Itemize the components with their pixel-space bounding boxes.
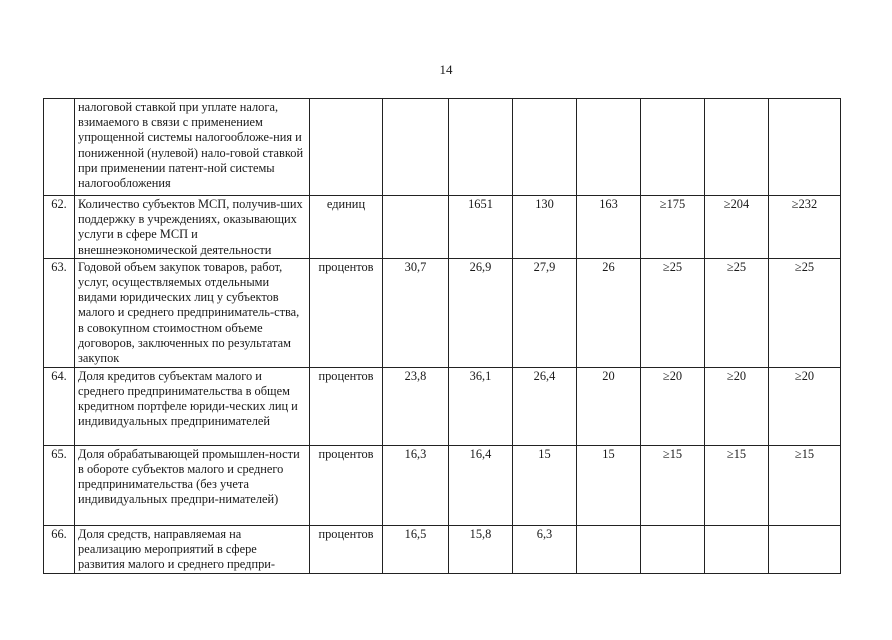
indicator-name: Доля средств, направляемая на реализацию мероприятий в сфере развития малого и среднего предпри- (75, 525, 310, 573)
row-number: 63. (44, 258, 75, 367)
row-number: 65. (44, 445, 75, 525)
unit-cell (310, 99, 383, 196)
value-cell: 20 (577, 367, 641, 445)
unit-cell: процентов (310, 367, 383, 445)
table-row (44, 196, 841, 259)
value-cell: 27,9 (513, 258, 577, 367)
value-cell: 15 (513, 445, 577, 525)
indicators-table (43, 98, 841, 574)
value-cell: ≥25 (641, 258, 705, 367)
indicator-name: Доля обрабатывающей промышлен-ности в обороте субъектов малого и среднего предпринимательства (без учета индивидуальных предпри-нимателей) (75, 445, 310, 525)
value-cell: ≥20 (769, 367, 841, 445)
table-row (44, 99, 841, 196)
unit-cell: процентов (310, 525, 383, 573)
value-cell: 15 (577, 445, 641, 525)
value-cell: 23,8 (383, 367, 449, 445)
value-cell: 16,3 (383, 445, 449, 525)
value-cell (577, 525, 641, 573)
table-row (44, 445, 841, 525)
unit-cell: процентов (310, 258, 383, 367)
row-number: 62. (44, 196, 75, 259)
value-cell (705, 525, 769, 573)
value-cell: 26 (577, 258, 641, 367)
value-cell: ≥15 (769, 445, 841, 525)
value-cell (641, 99, 705, 196)
table-row (44, 258, 841, 367)
indicator-name: Количество субъектов МСП, получив-ших поддержку в учреждениях, оказывающих услуги в сфере МСП и внешнеэкономической деятельности (75, 196, 310, 259)
value-cell (449, 99, 513, 196)
value-cell (383, 99, 449, 196)
table-row (44, 525, 841, 573)
unit-cell: единиц (310, 196, 383, 259)
indicator-name: Годовой объем закупок товаров, работ, услуг, осуществляемых отдельными видами юридических лиц у субъектов малого и среднего предприниматель-ства, в совокупном стоимостном объеме договоров, заключенных по результатам закупок (75, 258, 310, 367)
table-row (44, 367, 841, 445)
value-cell: 16,4 (449, 445, 513, 525)
value-cell: ≥15 (705, 445, 769, 525)
value-cell: ≥15 (641, 445, 705, 525)
value-cell: ≥25 (769, 258, 841, 367)
value-cell: 30,7 (383, 258, 449, 367)
value-cell: 16,5 (383, 525, 449, 573)
value-cell (383, 196, 449, 259)
row-number: 66. (44, 525, 75, 573)
value-cell: 26,9 (449, 258, 513, 367)
value-cell: 163 (577, 196, 641, 259)
value-cell: ≥20 (705, 367, 769, 445)
value-cell: ≥232 (769, 196, 841, 259)
value-cell (705, 99, 769, 196)
value-cell: 36,1 (449, 367, 513, 445)
value-cell: ≥25 (705, 258, 769, 367)
value-cell: 26,4 (513, 367, 577, 445)
value-cell (769, 525, 841, 573)
value-cell: ≥175 (641, 196, 705, 259)
value-cell (513, 99, 577, 196)
value-cell: ≥20 (641, 367, 705, 445)
value-cell: ≥204 (705, 196, 769, 259)
value-cell: 130 (513, 196, 577, 259)
page-number: 14 (439, 62, 453, 77)
indicator-name: Доля кредитов субъектам малого и среднего предпринимательства в общем кредитном портфеле юриди-ческих лиц и индивидуальных предпринимателей (75, 367, 310, 445)
row-number: 64. (44, 367, 75, 445)
value-cell (641, 525, 705, 573)
unit-cell: процентов (310, 445, 383, 525)
value-cell (577, 99, 641, 196)
row-number (44, 99, 75, 196)
value-cell: 1651 (449, 196, 513, 259)
value-cell (769, 99, 841, 196)
value-cell: 15,8 (449, 525, 513, 573)
value-cell: 6,3 (513, 525, 577, 573)
indicator-name: налоговой ставкой при уплате налога, взимаемого в связи с применением упрощенной системы налогообложе-ния и пониженной (нулевой) нало-говой ставкой при применении патент-ной системы налогообложения (75, 99, 310, 196)
